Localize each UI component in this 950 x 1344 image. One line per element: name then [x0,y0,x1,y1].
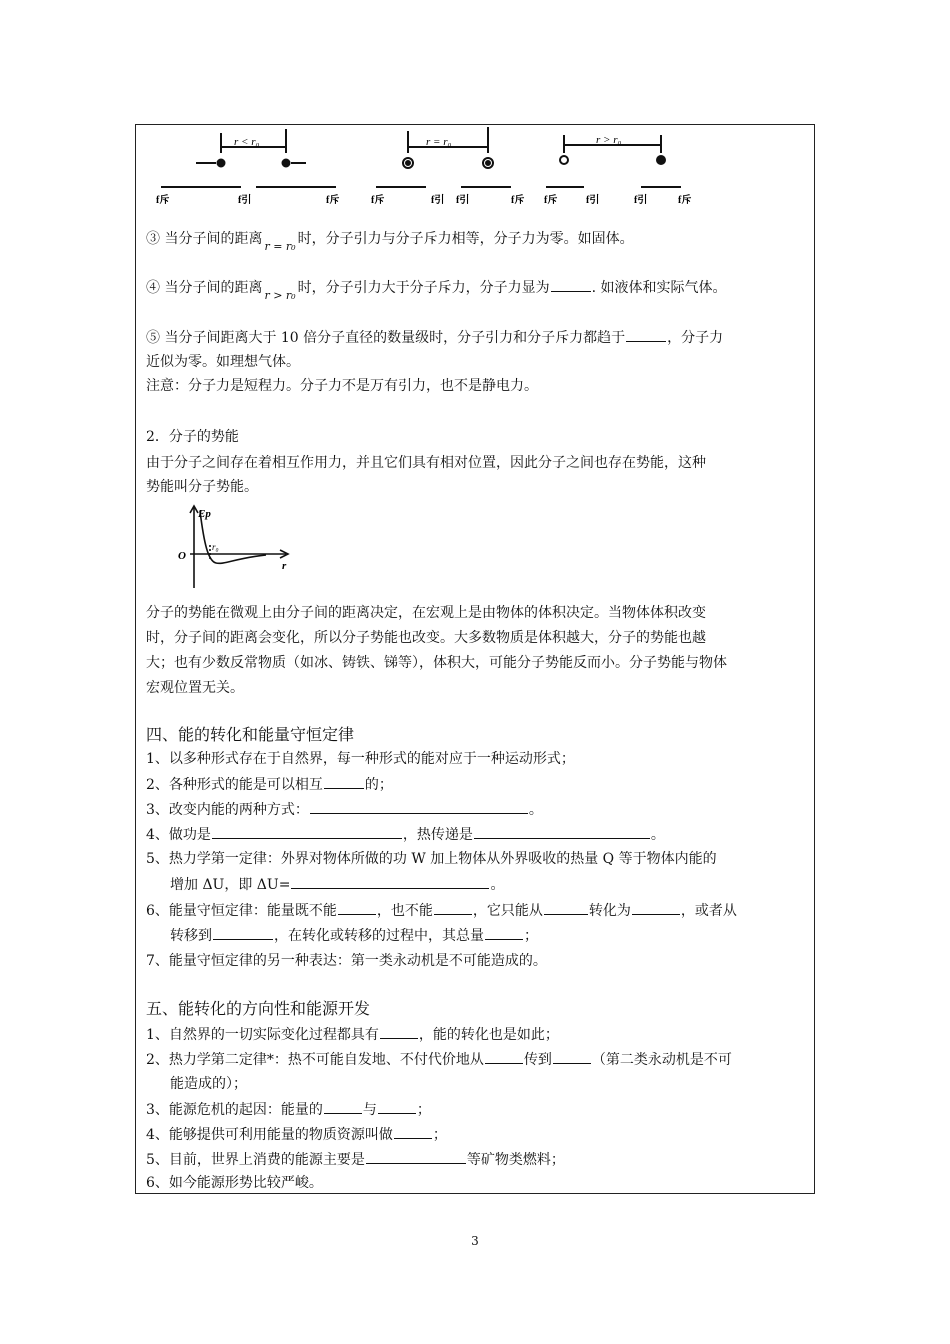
blank-field [366,1149,466,1164]
note: 注意：分子力是短程力。分子力不是万有引力，也不是静电力。 [146,378,538,394]
blank-field [626,327,666,342]
section-4-line: 2、各种形式的能是可以相互 的； [146,774,393,795]
blank-field [310,799,528,814]
graph-origin: O [178,550,186,562]
label-f-repel-1: f斥 [156,195,170,206]
blank-field [434,900,472,915]
potential-paragraph: 由于分子之间存在着相互作用力，并且它们具有相对位置，因此分子之间也存在势能，这种 [146,455,706,471]
section-4-heading: 四、能的转化和能量守恒定律 [146,725,355,744]
label-f-repel-3: f斥 [371,195,385,206]
section-4-line: 转移到 ，在转化或转移的过程中，其总量 ； [146,925,538,946]
section-4-line: 7、能量守恒定律的另一种表达：第一类永动机是不可能造成的。 [146,953,547,969]
blank-field [378,1099,416,1114]
blank-field [544,900,588,915]
section-4-line: 增加 ΔU，即 ΔU= 。 [146,874,504,895]
item-4: ④ 当分子间的距离 r > r₀ 时，分子引力大于分子斥力，分子力显为 . 如液体和实际气体。 [146,277,727,299]
label-f-attract-2: f引 [431,195,445,206]
blank-field [551,277,591,292]
section-4-line: 4、做功是 ，热传递是 。 [146,824,665,845]
section-5-heading: 五、能转化的方向性和能源开发 [146,999,371,1018]
label-f-attract-4: f引 [586,195,600,206]
item-5-cont: 近似为零。如理想气体。 [146,354,300,370]
blank-field [338,900,376,915]
graph-y-label: Ep [198,508,211,520]
graph-x-label: r [282,560,287,572]
label-r-lt: r < r₀ [234,136,260,148]
blank-field [324,1099,362,1114]
blank-field [632,900,680,915]
potential-paragraph: 宏观位置无关。 [146,680,244,696]
blank-field [553,1049,591,1064]
section-5-line: 5、目前，世界上消费的能源主要是 等矿物类燃料； [146,1149,565,1170]
molecular-force-diagram [146,125,706,209]
label-f-repel-2: f斥 [326,195,340,206]
blank-field [485,925,523,940]
content-frame [135,124,815,1194]
graph-r0-label: r₀ [212,542,219,552]
item-3: ③ 当分子间的距离 r = r₀ 时，分子引力与分子斥力相等，分子力为零。如固体。 [146,229,634,250]
section-4-line: 5、热力学第一定律：外界对物体所做的功 W 加上物体从外界吸收的热量 Q 等于物体内能的 [146,851,717,867]
section-5-line: 2、热力学第二定律*：热不可能自发地、不付代价地从 传到 （第二类永动机是不可 [146,1049,732,1070]
blank-field [394,1124,432,1139]
section-4-line: 3、改变内能的两种方式： 。 [146,799,543,820]
blank-field [213,925,273,940]
section-5-line: 能造成的）； [170,1076,247,1092]
potential-paragraph: 时，分子间的距离会变化，所以分子势能也改变。大多数物质是体积越大，分子的势能也越 [146,630,706,646]
math-r-gt-r0: r > r₀ [264,289,296,302]
section-4-line: 6、能量守恒定律：能量既不能 ，也不能 ，它只能从 转化为 ，或者从 [146,900,737,921]
potential-energy-graph [176,503,296,593]
blank-field [324,774,364,789]
section-5-line: 4、能够提供可利用能量的物质资源叫做 ； [146,1124,447,1145]
label-f-repel-4: f斥 [511,195,525,206]
potential-paragraph: 大；也有少数反常物质（如冰、铸铁、锑等），体积大，可能分子势能反而小。分子势能与物体 [146,655,727,671]
potential-paragraph: 分子的势能在微观上由分子间的距离决定，在宏观上是由物体的体积决定。当物体体积改变 [146,605,706,621]
potential-paragraph: 势能叫分子势能。 [146,479,258,495]
blank-field [291,874,489,889]
label-r-eq: r = r₀ [426,136,452,148]
blank-field [485,1049,523,1064]
label-f-attract-5: f引 [634,195,648,206]
blank-field [212,824,402,839]
math-r-eq-r0: r = r₀ [264,240,296,253]
section-5-line: 6、如今能源形势比较严峻。 [146,1175,323,1191]
section-5-line: 3、能源危机的起因：能量的 与 ； [146,1099,431,1120]
label-r-gt: r > r₀ [596,134,622,146]
section-4-line: 1、以多种形式存在于自然界，每一种形式的能对应于一种运动形式； [146,751,575,767]
potential-title: 2．分子的势能 [146,429,239,445]
label-f-attract-1: f引 [238,195,252,206]
label-f-repel-5: f斥 [544,195,558,206]
blank-field [380,1024,418,1039]
item-5: ⑤ 当分子间距离大于 10 倍分子直径的数量级时，分子引力和分子斥力都趋于 ，分子力 [146,327,723,348]
label-f-attract-3: f引 [456,195,470,206]
label-f-repel-6: f斥 [678,195,692,206]
blank-field [474,824,650,839]
page-number: 3 [471,1234,479,1248]
section-5-line: 1、自然界的一切实际变化过程都具有 ，能的转化也是如此； [146,1024,559,1045]
